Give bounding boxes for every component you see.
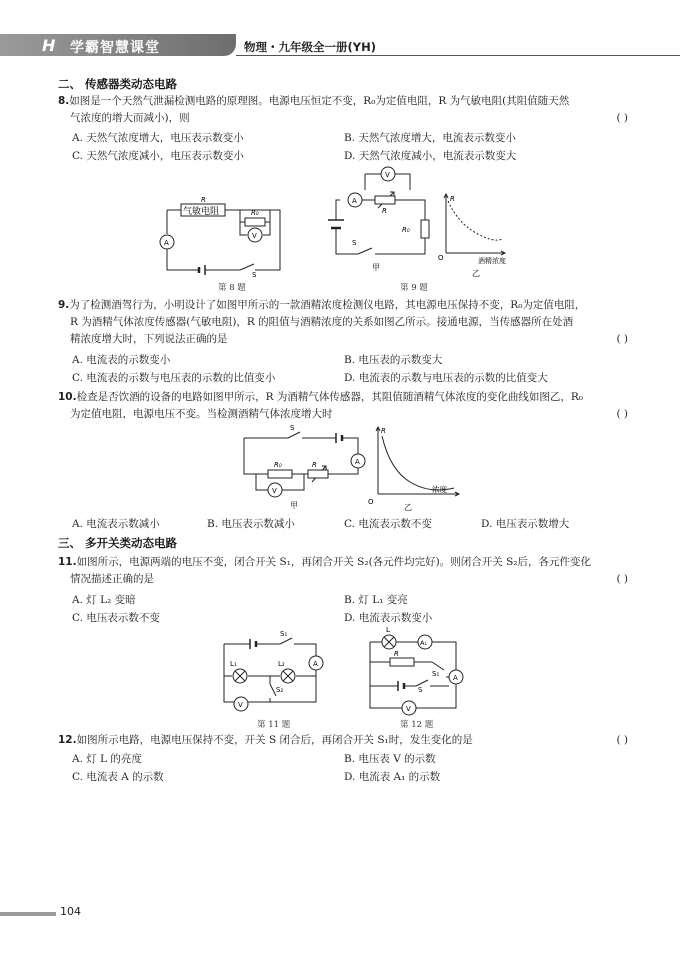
ammeter-label: A (164, 239, 169, 247)
option-c: C. 电压表示数不变 (72, 612, 160, 624)
voltmeter-label: V (385, 171, 390, 179)
brand-name: 学霸智慧课堂 (70, 40, 160, 56)
question-12 (58, 732, 628, 749)
ammeter-label: A (453, 674, 458, 682)
r-label: R (201, 196, 206, 204)
page-number: 104 (60, 905, 81, 918)
question-text: R 为酒精气体浓度传感器(气敏电阻)，R 的阻值与酒精浓度的关系如图乙所示。接通电源，当传感器所在处酒 (70, 316, 574, 328)
answer-paren: ( ) (616, 333, 628, 345)
question-number: 12. (58, 734, 77, 746)
option-b: B. 天然气浓度增大，电流表示数变小 (344, 132, 516, 144)
switch-label: S (352, 239, 357, 247)
option-b: B. 电压表 V 的示数 (344, 753, 436, 765)
figure-11-circuit (220, 632, 330, 716)
r0-label: R₀ (251, 209, 259, 217)
question-text: 气浓度的增大而减小)，则 (70, 112, 190, 124)
graph-origin: O (438, 254, 444, 262)
sensor-label: 气敏电阻 (183, 207, 220, 217)
option-b: B. 电压表示数减小 (207, 518, 295, 530)
book-title: 物理・九年级全一册(YH) (244, 40, 376, 54)
s1-label: S₁ (432, 670, 440, 678)
page-header (0, 30, 680, 60)
option-d: D. 电压表示数增大 (481, 518, 570, 530)
graph-y-label: R (381, 427, 386, 435)
brand-logo: H (42, 36, 56, 55)
graph-origin: O (368, 498, 374, 506)
answer-paren: ( ) (616, 573, 628, 585)
r0-label: R₀ (402, 226, 410, 234)
figure-8-circuit (155, 193, 295, 283)
option-d: D. 电流表 A₁ 的示数 (344, 771, 441, 783)
option-a: A. 电流表的示数变小 (72, 354, 171, 366)
section-title-sensor: 二、 传感器类动态电路 (58, 77, 178, 91)
l-label: L (386, 626, 390, 634)
question-8 (58, 93, 628, 127)
question-text: 为定值电阻，电源电压不变。当检测酒精气体浓度增大时 (70, 408, 333, 420)
option-a: A. 电流表示数减小 (72, 518, 160, 530)
graph-x-label: 酒精浓度 (478, 257, 506, 265)
voltmeter-label: V (238, 701, 243, 709)
option-c: C. 电流表 A 的示数 (72, 771, 164, 783)
graph-x-label: 浓度 (432, 485, 447, 494)
switch-label: S (252, 271, 257, 279)
option-c: C. 天然气浓度减小，电压表示数变小 (72, 150, 244, 162)
option-d: D. 电流表示数变小 (344, 612, 433, 624)
question-text: 如图所示，电源两端的电压不变，闭合开关 S₁，再闭合开关 S₂(各元件均完好)。则闭合开关 S₂后，各元件变化 (76, 556, 592, 568)
voltmeter-label: V (406, 705, 411, 713)
option-a: A. 灯 L₂ 变暗 (72, 594, 136, 606)
answer-paren: ( ) (616, 734, 628, 746)
option-d: D. 电流表的示数与电压表的示数的比值变大 (344, 372, 548, 384)
ammeter-label: A (355, 458, 360, 466)
ammeter-label: A (352, 197, 357, 205)
option-c: C. 电流表的示数与电压表的示数的比值变小 (72, 372, 276, 384)
question-text: 如图是一个天然气泄漏检测电路的原理图。电源电压恒定不变，R₀为定值电阻，R 为气敏电阻(其阻值随天然 (69, 95, 570, 107)
figure-10-circuit (236, 426, 366, 514)
figure-9-caption: 第 9 题 (400, 283, 428, 293)
figure-12-circuit (362, 628, 472, 716)
option-d: D. 天然气浓度减小，电流表示数变大 (344, 150, 517, 162)
s-label: S (418, 686, 423, 694)
figure-8-caption: 第 8 题 (218, 283, 246, 293)
question-11 (58, 554, 628, 588)
r-label: R (382, 207, 387, 215)
question-9 (58, 297, 628, 348)
question-number: 8. (58, 95, 70, 107)
figure-10-graph (366, 424, 466, 514)
question-text: 为了检测酒驾行为，小明设计了如图甲所示的一款酒精浓度检测仪电路，其电源电压保持不变，R₀为定值电阻， (69, 299, 586, 311)
l2-label: L₂ (278, 660, 285, 668)
option-b: B. 电压表的示数变大 (344, 354, 443, 366)
yi-label: 乙 (404, 503, 412, 512)
section-title-switch: 三、 多开关类动态电路 (58, 536, 178, 550)
s2-label: S₂ (276, 686, 284, 694)
jia-label: 甲 (372, 263, 380, 272)
s1-label: S₁ (280, 630, 288, 638)
option-a: A. 灯 L 的亮度 (72, 753, 142, 765)
question-text: 检查是否饮酒的设备的电路如图甲所示，R 为酒精气体传感器，其阻值随酒精气体浓度的变化曲线如图乙，R₀ (76, 391, 583, 403)
figure-9-graph (436, 193, 526, 278)
graph-y-label: R (450, 195, 455, 203)
answer-paren: ( ) (616, 408, 628, 420)
answer-paren: ( ) (616, 112, 628, 124)
option-c: C. 电流表示数不变 (344, 518, 432, 530)
r0-label: R₀ (274, 461, 282, 469)
question-number: 9. (58, 299, 70, 311)
figure-9-circuit (320, 162, 430, 272)
yi-label: 乙 (472, 269, 480, 278)
figure-11-caption: 第 11 题 (257, 720, 291, 730)
figure-12-caption: 第 12 题 (400, 720, 434, 730)
question-10 (58, 389, 628, 423)
option-a: A. 天然气浓度增大，电压表示数变小 (72, 132, 244, 144)
r-label: R (394, 650, 399, 658)
question-number: 11. (58, 556, 77, 568)
ammeter-label: A (313, 660, 318, 668)
jia-label: 甲 (290, 501, 298, 510)
question-text: 精浓度增大时，下列说法正确的是 (70, 333, 228, 345)
footer-bar (0, 912, 56, 916)
switch-label: S (290, 424, 295, 432)
question-number: 10. (58, 391, 77, 403)
header-rule (236, 55, 680, 56)
a1-label: A₁ (420, 639, 428, 647)
r-label: R (312, 461, 317, 469)
question-text: 如图所示电路，电源电压保持不变，开关 S 闭合后，再闭合开关 S₁时，发生变化的是 (76, 734, 473, 746)
voltmeter-label: V (272, 487, 277, 495)
l1-label: L₁ (230, 660, 237, 668)
voltmeter-label: V (252, 232, 257, 240)
question-text: 情况描述正确的是 (70, 573, 154, 585)
option-b: B. 灯 L₁ 变亮 (344, 594, 408, 606)
